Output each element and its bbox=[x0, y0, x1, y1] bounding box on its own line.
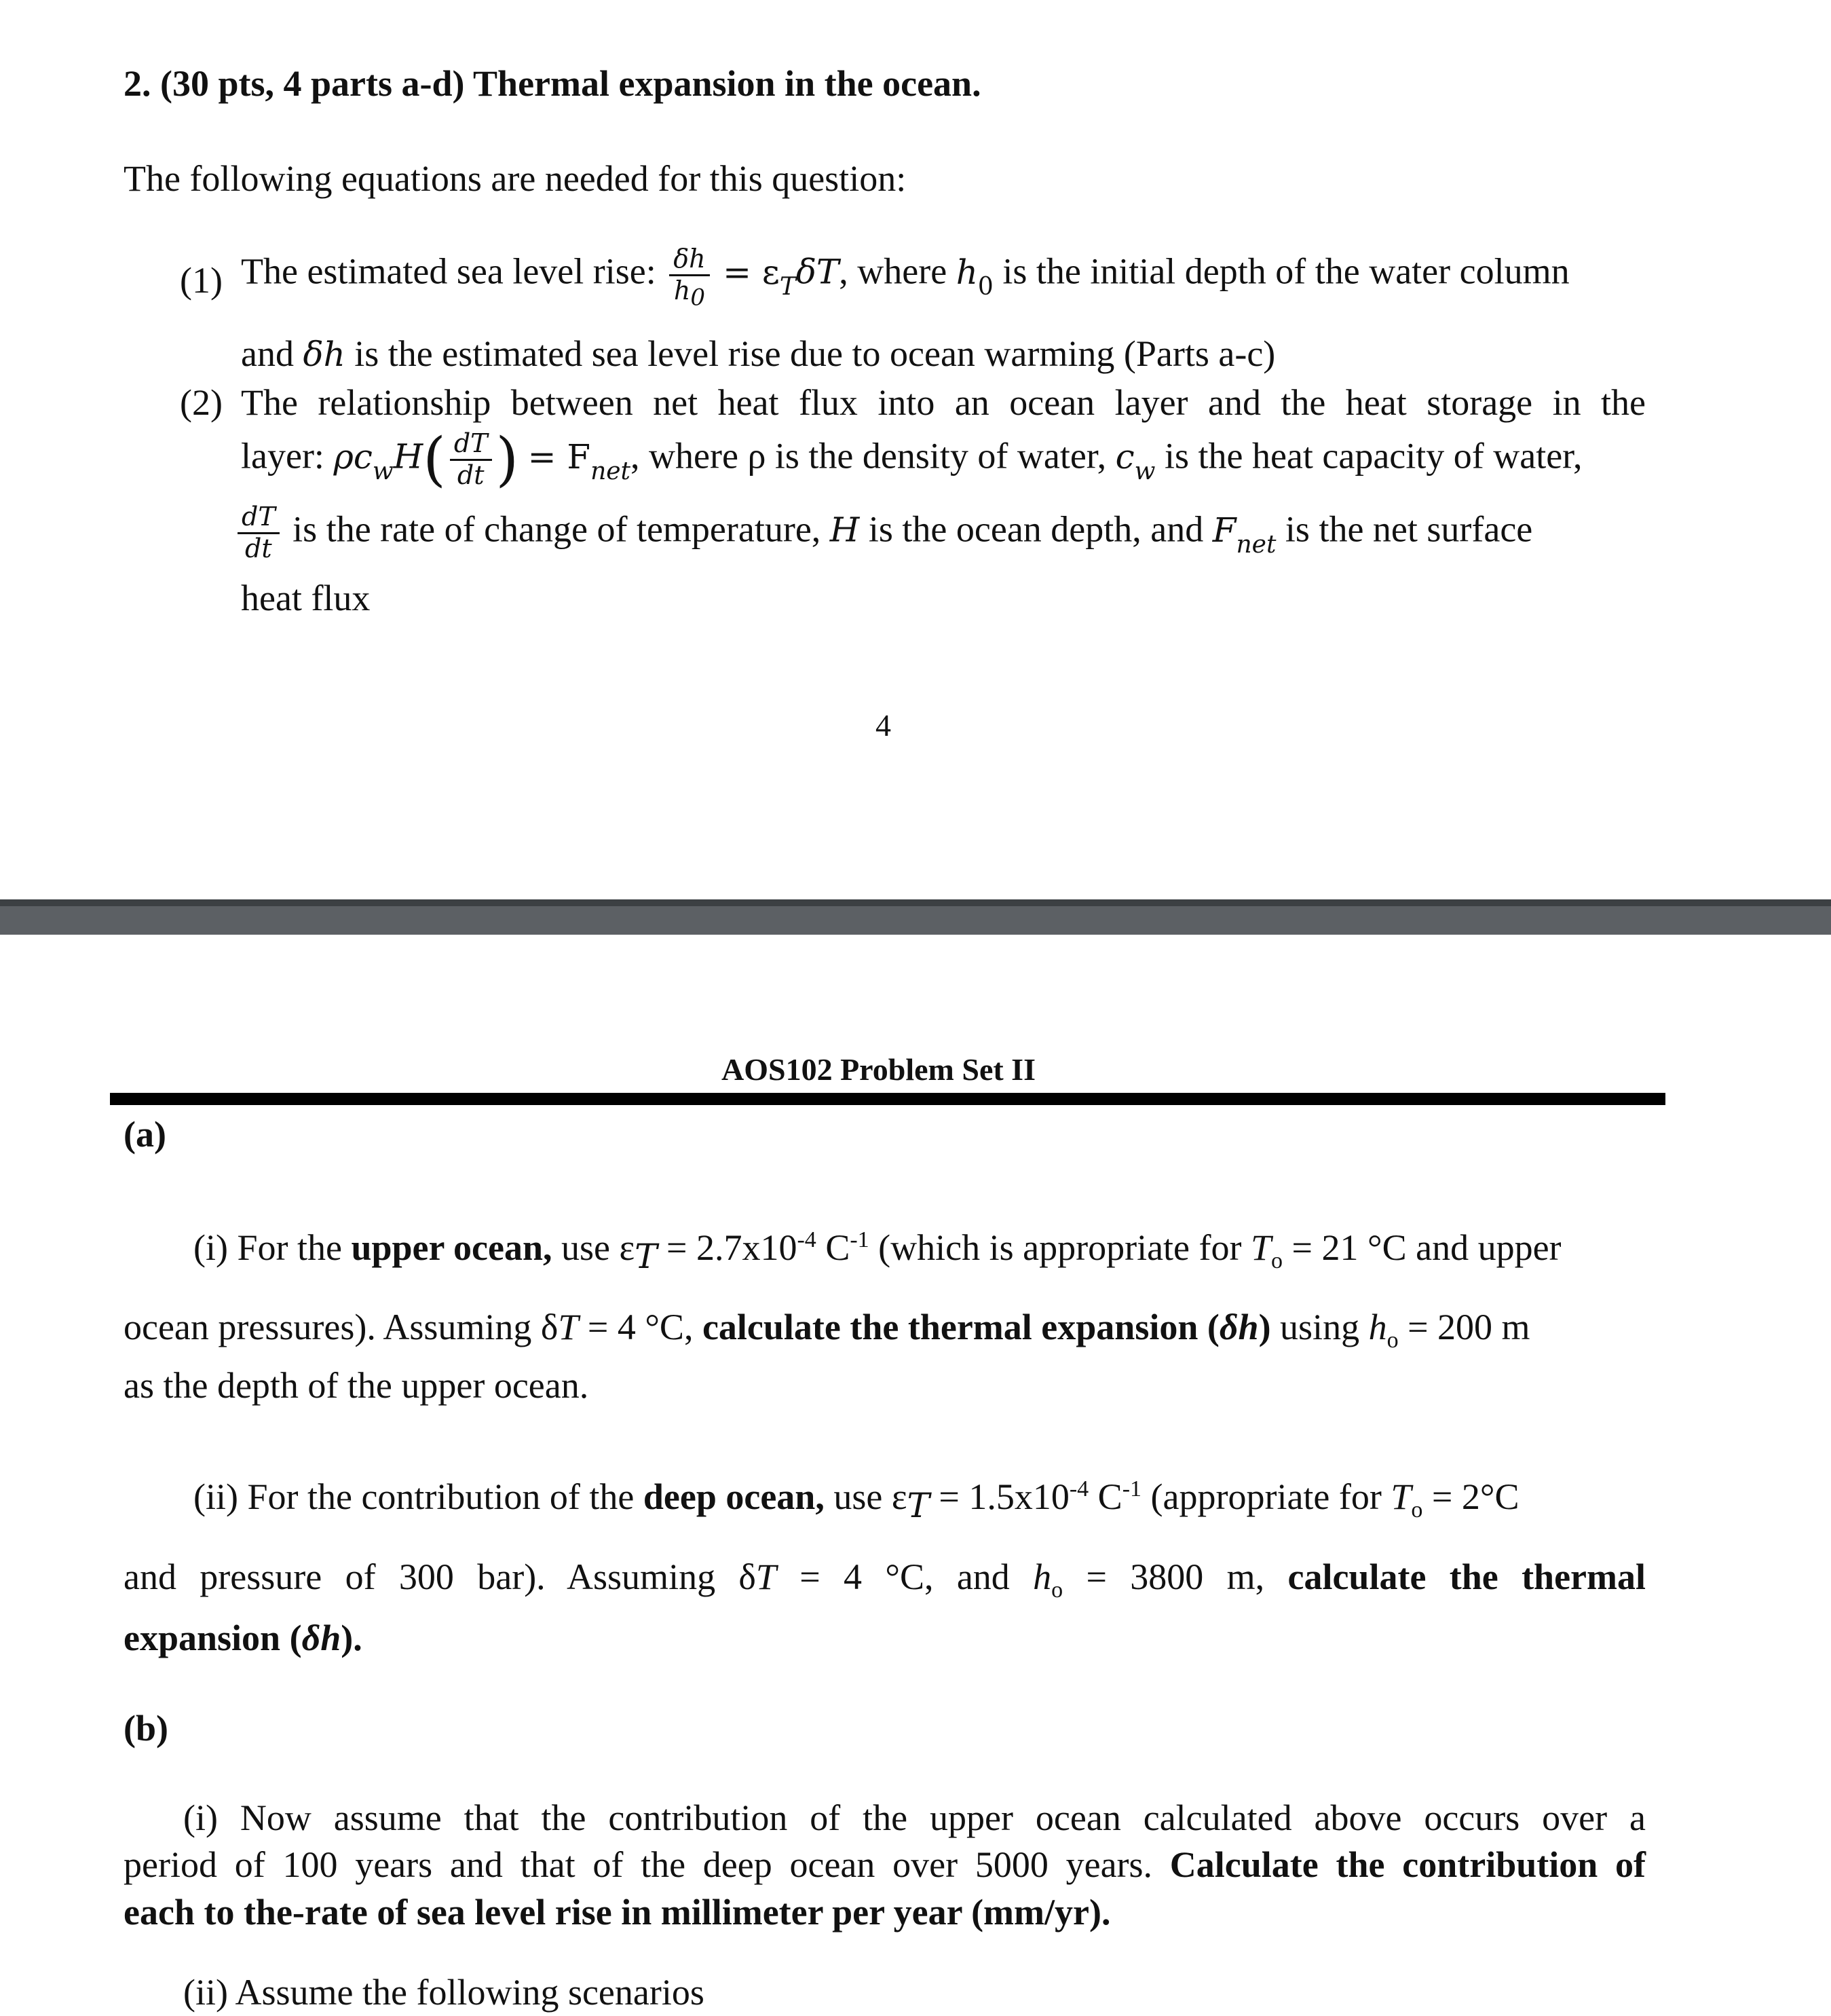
question-heading: 2. (30 pts, 4 parts a-d) Thermal expansion in the ocean. bbox=[124, 63, 981, 104]
eq2-line2: layer: $\rho c_wH$( $\frac{dT}{dt}$ ) = $F_{net}$, where ρ is the density of water, $c_w$ is the heat capacity of water, bbox=[241, 426, 1583, 494]
part-b-i-line2: period of 100 years and that of the deep ocean over 5000 years. Calculate the contribution of bbox=[124, 1844, 1646, 1885]
eq2-line3-fraction: $\frac{dT}{dt}$ bbox=[238, 502, 280, 563]
part-a-label: (a) bbox=[124, 1114, 166, 1155]
eq1-lead: The estimated sea level rise: bbox=[241, 250, 656, 292]
part-b-i-line1: (i) Now assume that the contribution of the upper ocean calculated above occurs over a bbox=[183, 1797, 1646, 1838]
part-a-i-line2: ocean pressures). Assuming δT = 4 °C, calculate the thermal expansion (δh) using $h_o = 200$ m bbox=[124, 1307, 1530, 1353]
part-a-ii-line2: and pressure of 300 bar). Assuming δT = 4 °C, and $h_o = 3800$ m, calculate the thermal bbox=[124, 1556, 1646, 1603]
eq1-dh: δh bbox=[303, 335, 345, 374]
eq1-number: (1) bbox=[180, 260, 223, 301]
eq1-line1 bbox=[241, 244, 1646, 312]
eq2-number: (2) bbox=[180, 382, 223, 423]
eq2-line1: The relationship between net heat flux into an ocean layer and the heat storage in the bbox=[241, 382, 1646, 423]
eq1-line2: and δh is the estimated sea level rise due to ocean warming (Parts a-c) bbox=[241, 333, 1276, 374]
running-header: AOS102 Problem Set II bbox=[721, 1052, 1036, 1087]
part-a-ii-line1: (ii) For the contribution of the deep ocean, use $\varepsilon_T = 1.5x10^{-4}$ $C^{-1}$ (appropriate for $T_o = 2^\circ C$ bbox=[193, 1476, 1519, 1525]
eq1-frac-num: δh bbox=[669, 244, 709, 276]
eq2-cw: $c_w$ bbox=[1115, 436, 1156, 485]
eq1-tail: is the initial depth of the water column bbox=[1002, 250, 1570, 292]
part-a-i-line3: as the depth of the upper ocean. bbox=[124, 1365, 589, 1406]
header-rule bbox=[110, 1093, 1665, 1105]
page-number: 4 bbox=[875, 708, 891, 743]
eq1-equals: = $\varepsilon_T$ bbox=[723, 252, 796, 301]
eq1-h0: $h_0$ bbox=[956, 252, 994, 301]
eq2-line4: heat flux bbox=[241, 578, 371, 618]
part-a-i-line1: (i) For the upper ocean, use $\varepsilon_T = 2.7x10^{-4}$ $C^{-1}$ (which is appropriate for $T_o = 21$ °C and upper bbox=[193, 1227, 1562, 1276]
eq2-equals-f: = $F_{net}$ bbox=[527, 436, 631, 485]
eq2-fnet: $F_{net}$ bbox=[1212, 510, 1277, 559]
eq2-line3: $\frac{dT}{dt}$ is the rate of change of temperature, H is the ocean depth, and $F_{net}$ is the net surface bbox=[238, 502, 1646, 563]
intro-text: The following equations are needed for this question: bbox=[124, 158, 907, 199]
part-b-ii-partial: (ii) Assume the following scenarios bbox=[183, 1972, 704, 2013]
eq2-rho-cw: $\rho c_w$ bbox=[333, 436, 394, 485]
page-separator-shadow bbox=[0, 899, 1831, 906]
part-a-ii-line3: expansion (δh). bbox=[124, 1618, 362, 1658]
part-b-label: (b) bbox=[124, 1708, 168, 1749]
eq2-fraction: $\frac{dT}{dt}$ bbox=[450, 429, 492, 490]
eq1-where: , where bbox=[839, 250, 947, 292]
eq1-delta-t: δT bbox=[795, 252, 839, 292]
eq1-frac-den: $h_0$ bbox=[673, 275, 705, 312]
part-b-i-line3: each to the-rate of sea level rise in millimeter per year (mm/yr). bbox=[124, 1892, 1111, 1933]
eq1-fraction bbox=[669, 244, 709, 312]
